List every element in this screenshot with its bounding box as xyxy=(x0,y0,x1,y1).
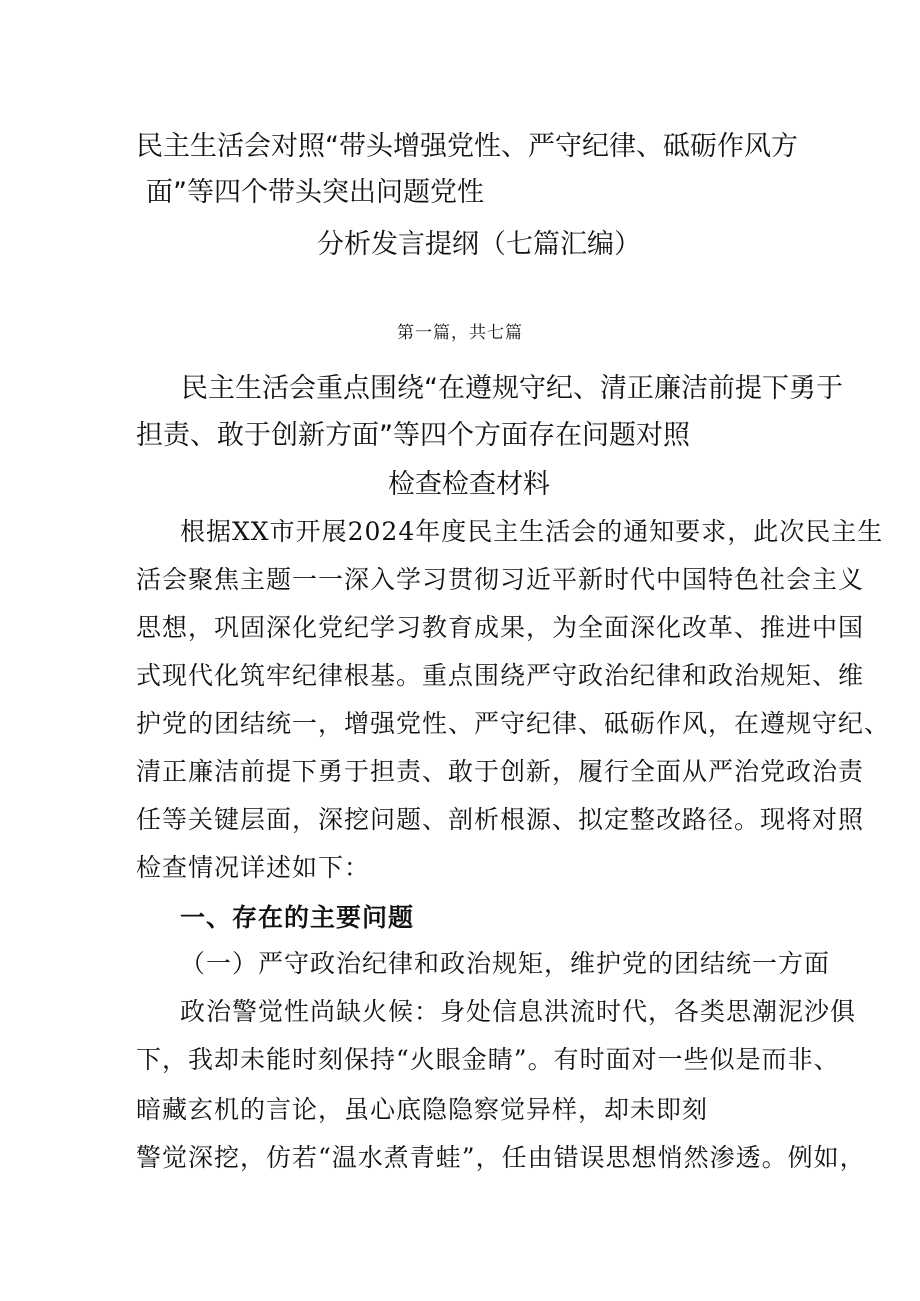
body-line-4: 式现代化筑牢纪律根基。重点围绕严守政治纪律和政治规矩、维 xyxy=(136,661,865,690)
doc-title-line-3: 分析发言提纲（七篇汇编） xyxy=(317,229,641,260)
body-line-3: 思想，巩固深化党纪学习教育成果，为全面深化改革、推进中国 xyxy=(136,613,865,642)
body-line-7: 任等关键层面，深挖问题、剖析根源、拟定整改路径。现将对照 xyxy=(136,805,865,834)
issue-line-1: 政治警觉性尚缺火候：身处信息洪流时代，各类思潮泥沙俱 xyxy=(180,997,857,1026)
sub-title-line-1: 民主生活会重点围绕“在遵规守纪、清正廉洁前提下勇于 xyxy=(181,373,843,404)
body-line-2: 活会聚焦主题一一深入学习贯彻习近平新时代中国特色社会主义 xyxy=(136,565,865,594)
sub-title-line-3: 检查检查材料 xyxy=(388,469,550,500)
issue-line-3: 暗藏玄机的言论，虽心底隐隐察觉异样，却未即刻 xyxy=(136,1095,709,1124)
doc-title-line-2: 面”等四个带头突出问题党性 xyxy=(146,177,484,208)
body-line-1: 根据XX市开展2024年度民主生活会的通知要求，此次民主生 xyxy=(180,517,884,546)
body-line-8: 检查情况详述如下： xyxy=(136,853,371,882)
body-line-6: 清正廉洁前提下勇于担责、敢于创新，履行全面从严治党政治责 xyxy=(136,757,865,786)
body-line-5: 护党的团结统一，增强党性、严守纪律、砥砺作风，在遵规守纪、 xyxy=(136,709,891,738)
doc-title-line-1: 民主生活会对照“带头增强党性、严守纪律、砥砺作风方 xyxy=(136,131,798,162)
sub-title-line-2: 担责、敢于创新方面”等四个方面存在问题对照 xyxy=(136,420,690,451)
issue-line-4: 警觉深挖，仿若“温水煮青蛙”，任由错误思想悄然渗透。例如， xyxy=(136,1143,866,1172)
subsection-heading: （一）严守政治纪律和政治规矩，维护党的团结统一方面 xyxy=(180,949,831,978)
section-heading: 一、存在的主要问题 xyxy=(180,903,415,932)
issue-line-2: 下，我却未能时刻保持“火眼金睛”。有时面对一些似是而非、 xyxy=(136,1045,840,1074)
part-label: 第一篇，共七篇 xyxy=(397,323,523,343)
